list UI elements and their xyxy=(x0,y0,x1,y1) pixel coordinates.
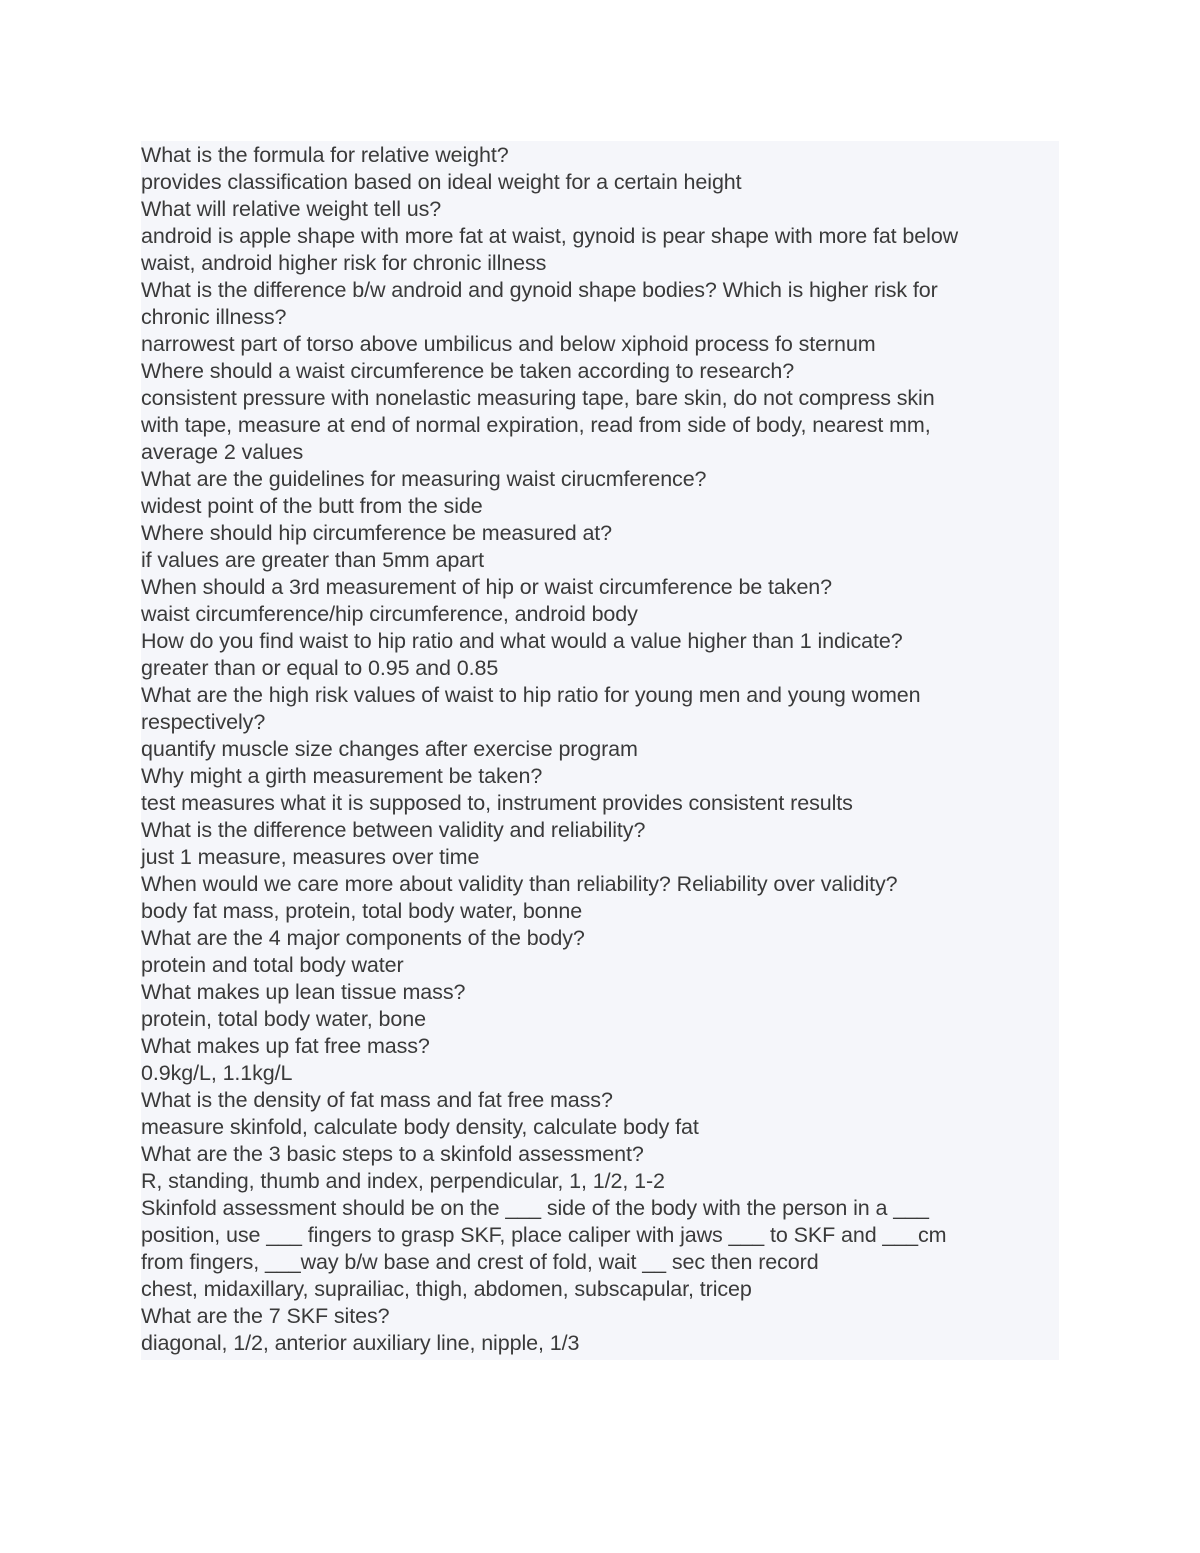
document-line: widest point of the butt from the side xyxy=(141,494,483,518)
document-line: What are the 7 SKF sites? xyxy=(141,1304,390,1328)
document-line: protein, total body water, bone xyxy=(141,1007,426,1031)
document-line: respectively? xyxy=(141,710,266,734)
document-line: narrowest part of torso above umbilicus and below xiphoid process fo sternum xyxy=(141,332,876,356)
document-line: Why might a girth measurement be taken? xyxy=(141,764,543,788)
document-line: What are the 4 major components of the body? xyxy=(141,926,585,950)
document-line: position, use ___ fingers to grasp SKF, place caliper with jaws ___ to SKF and ___cm xyxy=(141,1223,947,1247)
document-line: quantify muscle size changes after exercise program xyxy=(141,737,638,761)
document-line: provides classification based on ideal weight for a certain height xyxy=(141,170,742,194)
document-line: When should a 3rd measurement of hip or waist circumference be taken? xyxy=(141,575,833,599)
document-line: average 2 values xyxy=(141,440,304,464)
document-line: What makes up lean tissue mass? xyxy=(141,980,466,1004)
document-line: diagonal, 1/2, anterior auxiliary line, nipple, 1/3 xyxy=(141,1331,580,1355)
document-line: waist, android higher risk for chronic illness xyxy=(141,251,547,275)
document-line: from fingers, ___way b/w base and crest of fold, wait __ sec then record xyxy=(141,1250,819,1274)
document-line: Where should hip circumference be measured at? xyxy=(141,521,613,545)
document-line: What are the guidelines for measuring waist cirucmference? xyxy=(141,467,707,491)
document-line: What makes up fat free mass? xyxy=(141,1034,430,1058)
document-line: What are the 3 basic steps to a skinfold assessment? xyxy=(141,1142,644,1166)
document-line: How do you find waist to hip ratio and what would a value higher than 1 indicate? xyxy=(141,629,903,653)
document-line: When would we care more about validity than reliability? Reliability over validity? xyxy=(141,872,898,896)
document-line: test measures what it is supposed to, instrument provides consistent results xyxy=(141,791,853,815)
document-line: R, standing, thumb and index, perpendicular, 1, 1/2, 1-2 xyxy=(141,1169,665,1193)
document-line: chest, midaxillary, suprailiac, thigh, abdomen, subscapular, tricep xyxy=(141,1277,752,1301)
document-line: measure skinfold, calculate body density, calculate body fat xyxy=(141,1115,699,1139)
document-line: Skinfold assessment should be on the ___ side of the body with the person in a ___ xyxy=(141,1196,929,1220)
document-line: What is the difference between validity and reliability? xyxy=(141,818,646,842)
document-line: greater than or equal to 0.95 and 0.85 xyxy=(141,656,499,680)
document-line: chronic illness? xyxy=(141,305,287,329)
document-line: waist circumference/hip circumference, android body xyxy=(141,602,638,626)
document-line: just 1 measure, measures over time xyxy=(141,845,480,869)
document-line: body fat mass, protein, total body water, bonne xyxy=(141,899,583,923)
document-line: android is apple shape with more fat at waist, gynoid is pear shape with more fat below xyxy=(141,224,959,248)
document-line: What is the formula for relative weight? xyxy=(141,143,509,167)
document-lines xyxy=(141,142,1059,1357)
document-line: What will relative weight tell us? xyxy=(141,197,442,221)
document-text-block xyxy=(141,141,1059,1360)
document-line: What is the density of fat mass and fat free mass? xyxy=(141,1088,613,1112)
document-line: What are the high risk values of waist to hip ratio for young men and young women xyxy=(141,683,921,707)
document-line: consistent pressure with nonelastic measuring tape, bare skin, do not compress skin xyxy=(141,386,935,410)
document-line: What is the difference b/w android and gynoid shape bodies? Which is higher risk for xyxy=(141,278,938,302)
document-line: if values are greater than 5mm apart xyxy=(141,548,484,572)
document-line: Where should a waist circumference be taken according to research? xyxy=(141,359,795,383)
document-line: protein and total body water xyxy=(141,953,404,977)
document-line: with tape, measure at end of normal expiration, read from side of body, nearest mm, xyxy=(141,413,931,437)
document-line: 0.9kg/L, 1.1kg/L xyxy=(141,1061,293,1085)
